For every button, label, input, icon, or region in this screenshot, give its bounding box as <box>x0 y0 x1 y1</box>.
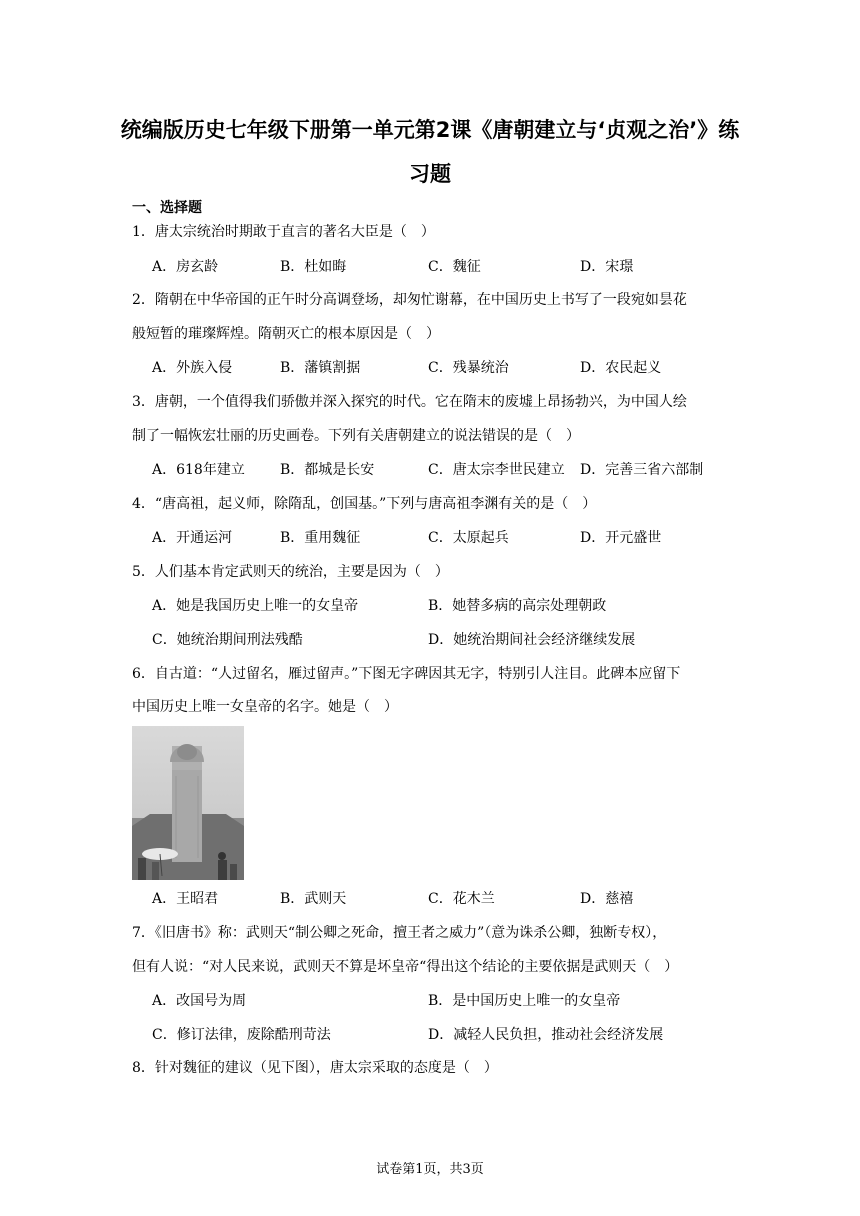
q1-option-a: A．房玄龄 <box>152 259 219 275</box>
page-footer: 试卷第1页，共3页 <box>376 1162 484 1177</box>
question-1-stem: 1．唐太宗统治时期敢于直言的著名大臣是（ ） <box>132 224 435 240</box>
question-5-stem: 5．人们基本肯定武则天的统治，主要是因为（ ） <box>132 564 449 580</box>
q2-option-b: B．藩镇割据 <box>280 360 361 376</box>
q4-option-d: D．开元盛世 <box>580 530 662 546</box>
q3-option-b: B．都城是长安 <box>280 462 375 478</box>
q4-option-c: C．太原起兵 <box>428 530 509 546</box>
q5-option-c: C．她统治期间刑法残酷 <box>152 632 303 648</box>
question-6-stem-1: 6．自古道：“人过留名，雁过留声。”下图无字碑因其无字，特别引人注目。此碑本应留下 <box>132 666 681 682</box>
q6-option-d: D．慈禧 <box>580 891 634 907</box>
question-8-stem: 8．针对魏征的建议（见下图），唐太宗采取的态度是（ ） <box>132 1060 498 1076</box>
q2-option-c: C．残暴统治 <box>428 360 509 376</box>
question-3-stem-2: 制了一幅恢宏壮丽的历史画卷。下列有关唐朝建立的说法错误的是（ ） <box>132 428 580 444</box>
q1-option-d: D．宋璟 <box>580 259 634 275</box>
stele-illustration <box>132 726 244 880</box>
q1-option-b: B．杜如晦 <box>280 259 347 275</box>
section-heading: 一、选择题 <box>132 200 202 216</box>
q7-option-b: B．是中国历史上唯一的女皇帝 <box>428 993 621 1009</box>
q6-option-c: C．花木兰 <box>428 891 495 907</box>
q6-option-a: A．王昭君 <box>152 891 219 907</box>
q7-option-d: D．减轻人民负担，推动社会经济发展 <box>428 1027 664 1043</box>
question-2-stem-1: 2．隋朝在中华帝国的正午时分高调登场，却匆忙谢幕，在中国历史上书写了一段宛如昙花 <box>132 292 687 308</box>
q5-option-b: B．她替多病的高宗处理朝政 <box>428 598 607 614</box>
question-7-stem-1: 7．《旧唐书》称：武则天“制公卿之死命，擅王者之威力”（意为诛杀公卿，独断专权）， <box>132 925 667 941</box>
q7-option-c: C．修订法律，废除酷刑苛法 <box>152 1027 331 1043</box>
q6-option-b: B．武则天 <box>280 891 347 907</box>
q2-option-a: A．外族入侵 <box>152 360 233 376</box>
question-6-stem-2: 中国历史上唯一女皇帝的名字。她是（ ） <box>132 699 398 715</box>
q3-option-a: A．618年建立 <box>152 462 245 478</box>
q4-option-b: B．重用魏征 <box>280 530 361 546</box>
q2-option-d: D．农民起义 <box>580 360 662 376</box>
question-3-stem-1: 3．唐朝，一个值得我们骄傲并深入探究的时代。它在隋末的废墟上昂扬勃兴，为中国人绘 <box>132 394 687 410</box>
title-line-2: 习题 <box>409 162 451 186</box>
wordless-stele-photo <box>132 726 244 880</box>
question-7-stem-2: 但有人说：“对人民来说，武则天不算是坏皇帝“得出这个结论的主要依据是武则天（ ） <box>132 959 679 975</box>
q1-option-c: C．魏征 <box>428 259 481 275</box>
question-2-stem-2: 般短暂的璀璨辉煌。隋朝灭亡的根本原因是（ ） <box>132 326 440 342</box>
question-4-stem: 4．“唐高祖，起义师，除隋乱，创国基。”下列与唐高祖李渊有关的是（ ） <box>132 496 597 512</box>
q5-option-d: D．她统治期间社会经济继续发展 <box>428 632 636 648</box>
title-line-1: 统编版历史七年级下册第一单元第2课《唐朝建立与‘贞观之治’》练 <box>120 118 740 142</box>
q7-option-a: A．改国号为周 <box>152 993 247 1009</box>
q5-option-a: A．她是我国历史上唯一的女皇帝 <box>152 598 359 614</box>
q4-option-a: A．开通运河 <box>152 530 233 546</box>
q3-option-c: C．唐太宗李世民建立 <box>428 462 565 478</box>
q3-option-d: D．完善三省六部制 <box>580 462 704 478</box>
